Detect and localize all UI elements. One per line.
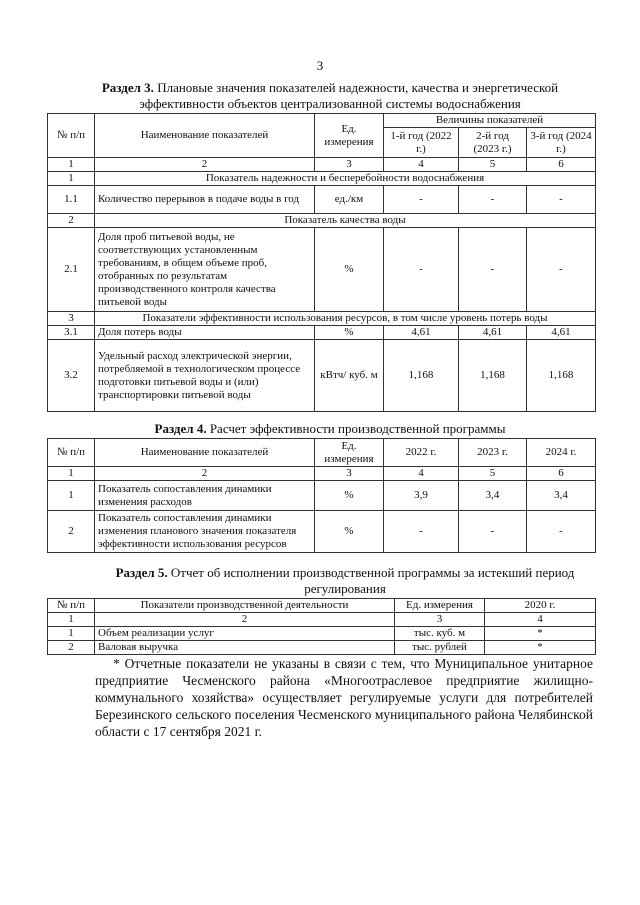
s3-row21-v3: - xyxy=(527,228,596,312)
s3-row32-v3: 1,168 xyxy=(527,340,596,412)
section3-title xyxy=(60,80,600,112)
s3-group2-title: Показатель качества воды xyxy=(95,214,596,228)
s5-row2-name: Валовая выручка xyxy=(95,641,395,655)
section3-title-bold: Раздел 3. xyxy=(101,80,154,95)
s3-head-y3: 3-й год (2024 г.) xyxy=(527,128,596,158)
s4-row1-v3: 3,4 xyxy=(527,481,596,511)
section5-title-bold: Раздел 5. xyxy=(115,565,168,580)
s3-row32-unit: кВтч/ куб. м xyxy=(315,340,384,412)
s5-head-name: Показатели производственной деятельности xyxy=(95,599,395,613)
s3-row11-unit: ед./км xyxy=(315,186,384,214)
s3-colnum: 1 xyxy=(48,158,95,172)
s4-colnum: 3 xyxy=(315,467,384,481)
s4-row1-v1: 3,9 xyxy=(384,481,459,511)
s5-colnum-row xyxy=(48,613,596,627)
section4-title xyxy=(60,421,600,437)
s3-row21-v2: - xyxy=(459,228,527,312)
section4-title-bold: Раздел 4. xyxy=(154,421,207,436)
s3-row31-v1: 4,61 xyxy=(384,326,459,340)
s3-row11-num: 1.1 xyxy=(48,186,95,214)
s4-colnum: 5 xyxy=(459,467,527,481)
s4-row2-v2: - xyxy=(459,511,527,553)
s4-colnum: 4 xyxy=(384,467,459,481)
s3-head-unit: Ед. измерения xyxy=(315,114,384,158)
section3-title-line1: Плановые значения показателей надежности, качества и энергетической xyxy=(153,80,559,95)
s5-head-unit: Ед. измерения xyxy=(395,599,485,613)
table-row xyxy=(48,511,596,553)
s3-colnum: 6 xyxy=(527,158,596,172)
s3-row32-num: 3.2 xyxy=(48,340,95,412)
s4-head-name: Наименование показателей xyxy=(95,439,315,467)
s5-row2-num: 2 xyxy=(48,641,95,655)
s5-colnum: 1 xyxy=(48,613,95,627)
s3-row31-v3: 4,61 xyxy=(527,326,596,340)
s3-row11-v2: - xyxy=(459,186,527,214)
s4-row2-v3: - xyxy=(527,511,596,553)
s3-group3-num: 3 xyxy=(48,312,95,326)
s3-colnum: 5 xyxy=(459,158,527,172)
s3-row32-v1: 1,168 xyxy=(384,340,459,412)
section3-table xyxy=(47,113,596,412)
footnote xyxy=(95,655,593,740)
table-row xyxy=(48,641,596,655)
s4-head-y3: 2024 г. xyxy=(527,439,596,467)
section4-title-rest: Расчет эффективности производственной программы xyxy=(206,421,506,436)
s3-row21-unit: % xyxy=(315,228,384,312)
s5-row1-v: * xyxy=(485,627,596,641)
s3-group2-num: 2 xyxy=(48,214,95,228)
s4-colnum: 2 xyxy=(95,467,315,481)
s3-row32-name: Удельный расход электрической энергии, потребляемой в технологическом процессе подготовки питьевой воды и (или) транспортировки питьевой воды xyxy=(95,340,315,412)
table-row xyxy=(48,340,596,412)
s4-row2-name: Показатель сопоставления динамики изменения планового значения показателя эффективности использования ресурсов xyxy=(95,511,315,553)
s3-row31-unit: % xyxy=(315,326,384,340)
s4-row2-num: 2 xyxy=(48,511,95,553)
page-number: 3 xyxy=(316,58,324,73)
s3-group-row xyxy=(48,312,596,326)
s3-head-name: Наименование показателей xyxy=(95,114,315,158)
section5-title-line1: Отчет об исполнении производственной программы за истекший период xyxy=(167,565,575,580)
section5-table xyxy=(47,598,596,655)
s3-group-row xyxy=(48,214,596,228)
s4-row1-v2: 3,4 xyxy=(459,481,527,511)
s4-head-y1: 2022 г. xyxy=(384,439,459,467)
s3-row21-num: 2.1 xyxy=(48,228,95,312)
s4-colnum-row xyxy=(48,467,596,481)
s3-row31-name: Доля потерь воды xyxy=(95,326,315,340)
s3-row21-name: Доля проб питьевой воды, не соответствующих установленным требованиям, в общем объеме проб, отобранных по результатам производственного контроля качества питьевой воды xyxy=(95,228,315,312)
s5-colnum: 2 xyxy=(95,613,395,627)
s4-colnum: 6 xyxy=(527,467,596,481)
s3-colnum: 2 xyxy=(95,158,315,172)
s3-row31-num: 3.1 xyxy=(48,326,95,340)
s3-head-num: № п/п xyxy=(48,114,95,158)
s4-head-unit: Ед. измерения xyxy=(315,439,384,467)
footnote-text: * Отчетные показатели не указаны в связи с тем, что Муниципальное унитарное предприятие Чесменского района «Многоотраслевое предприятие жилищно-коммунального хозяйства» осуществляет регулируемые услуги для потребителей Березинского сельского поселения Чесменского муниципального района Челябинской области с 17 сентября 2021 г. xyxy=(95,656,593,739)
s5-colnum: 3 xyxy=(395,613,485,627)
s5-row1-num: 1 xyxy=(48,627,95,641)
section5-title xyxy=(95,565,595,597)
s5-row2-unit: тыс. рублей xyxy=(395,641,485,655)
s3-row11-v3: - xyxy=(527,186,596,214)
s3-colnum: 3 xyxy=(315,158,384,172)
s3-group1-num: 1 xyxy=(48,172,95,186)
s3-row11-v1: - xyxy=(384,186,459,214)
s3-head-y1: 1-й год (2022 г.) xyxy=(384,128,459,158)
s4-row1-num: 1 xyxy=(48,481,95,511)
s4-head-num: № п/п xyxy=(48,439,95,467)
s5-row1-unit: тыс. куб. м xyxy=(395,627,485,641)
s3-colnum: 4 xyxy=(384,158,459,172)
s3-row11-name: Количество перерывов в подаче воды в год xyxy=(95,186,315,214)
table-row xyxy=(48,228,596,312)
s3-row32-v2: 1,168 xyxy=(459,340,527,412)
s4-row2-unit: % xyxy=(315,511,384,553)
section5-title-line2: регулирования xyxy=(304,581,386,596)
s4-row1-name: Показатель сопоставления динамики изменения расходов xyxy=(95,481,315,511)
table-row xyxy=(48,481,596,511)
s3-group1-title: Показатель надежности и бесперебойности водоснабжения xyxy=(95,172,596,186)
s4-row2-v1: - xyxy=(384,511,459,553)
s4-row1-unit: % xyxy=(315,481,384,511)
s5-row2-v: * xyxy=(485,641,596,655)
s4-colnum: 1 xyxy=(48,467,95,481)
s3-head-y2: 2-й год (2023 г.) xyxy=(459,128,527,158)
table-row xyxy=(48,186,596,214)
s5-row1-name: Объем реализации услуг xyxy=(95,627,395,641)
table-row xyxy=(48,326,596,340)
s5-colnum: 4 xyxy=(485,613,596,627)
s3-colnum-row xyxy=(48,158,596,172)
s5-head-y: 2020 г. xyxy=(485,599,596,613)
section4-table xyxy=(47,438,596,553)
s5-head-num: № п/п xyxy=(48,599,95,613)
s4-head-y2: 2023 г. xyxy=(459,439,527,467)
s3-group3-title: Показатели эффективности использования ресурсов, в том числе уровень потерь воды xyxy=(95,312,596,326)
s3-group-row xyxy=(48,172,596,186)
section3-title-line2: эффективности объектов централизованной системы водоснабжения xyxy=(139,96,521,111)
s3-head-values: Величины показателей xyxy=(384,114,596,128)
table-row xyxy=(48,627,596,641)
s3-row31-v2: 4,61 xyxy=(459,326,527,340)
s3-row21-v1: - xyxy=(384,228,459,312)
